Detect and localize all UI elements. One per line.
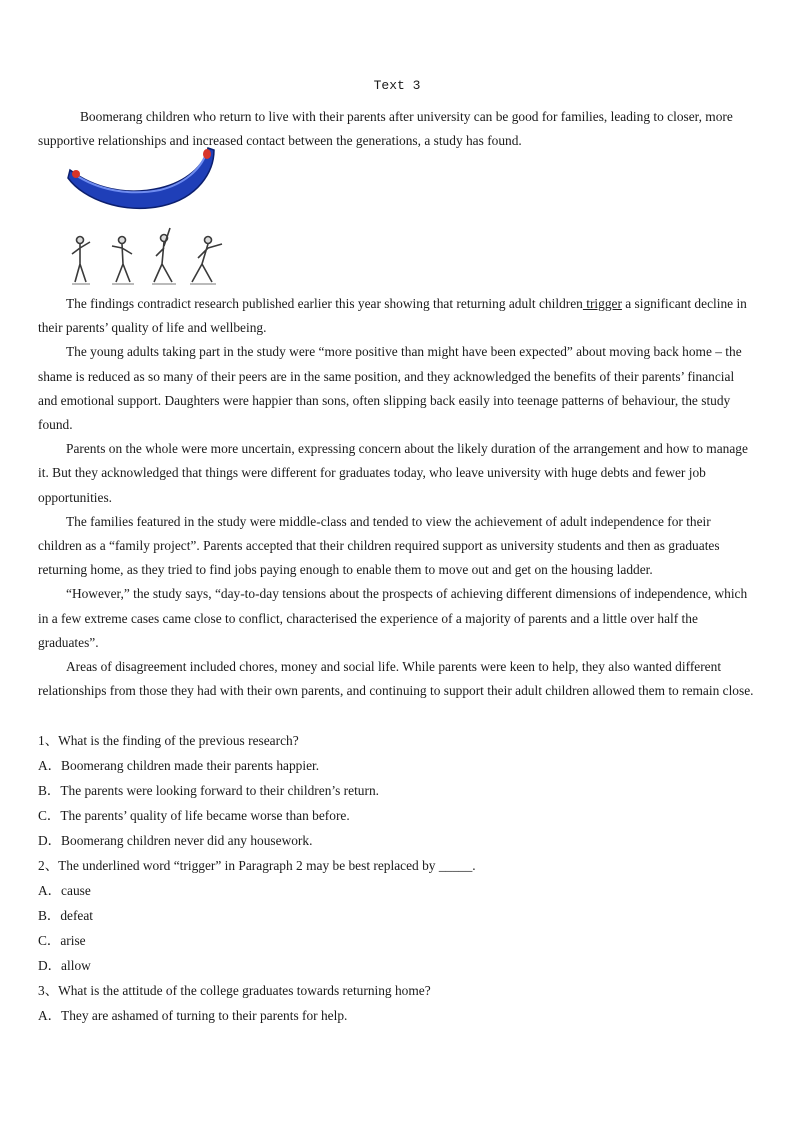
- questions-section: [38, 728, 756, 1028]
- boomerang-illustration: [64, 138, 254, 293]
- paragraph-4: The families featured in the study were middle-class and tended to view the achievement of adult independence for their children as a “family project”. Parents accepted that their children required support as university students and then as graduates returning home, as they tried to find jobs paying enough to enable them to move out and get on the housing ladder.: [38, 513, 720, 578]
- question-3: 3、What is the attitude of the college graduates towards returning home?: [38, 983, 431, 998]
- question-1-option-d: D．Boomerang children never did any housework.: [38, 833, 313, 848]
- boomerang-shape: [68, 148, 214, 208]
- paragraph-3: Parents on the whole were more uncertain, expressing concern about the likely duration of the arrangement and how to manage it. But they acknowledged that things were different for graduates today, who leave university with huge debts and fewer job opportunities.: [38, 441, 748, 505]
- paragraph-5: “However,” the study says, “day-to-day tensions about the prospects of achieving different dimensions of independence, which in a few extreme cases came close to conflict, characterised the experience of a majority of parents and a little over half the graduates”.: [38, 586, 748, 650]
- question-2-option-c: C．arise: [38, 933, 86, 948]
- article-body: [38, 292, 756, 703]
- paragraph-2: The young adults taking part in the study were “more positive than might have been expected” about moving back home – the shame is reduced as so many of their peers are in the same position, and they acknowledged the benefits of their parents’ financial and emotional support. Daughters were happier than sons, often slipping back easily into teenage patterns of behaviour, the study found.: [38, 344, 742, 433]
- paragraph-1: The findings contradict research published earlier this year showing that returning adult children trigger a significant decline in their parents’ quality of life and wellbeing.: [38, 296, 747, 336]
- boomerang-tip-mark: [203, 149, 211, 159]
- intro-paragraph: Boomerang children who return to live with their parents after university can be good for families, leading to closer, more supportive relationships and increased contact between the generations, a study has found.: [38, 109, 733, 149]
- question-1: 1、What is the finding of the previous research?: [38, 733, 299, 748]
- question-1-option-a: A．Boomerang children made their parents happier.: [38, 758, 320, 773]
- question-2-option-b: B．defeat: [38, 908, 94, 923]
- question-3-option-a: A．They are ashamed of turning to their parents for help.: [38, 1008, 348, 1023]
- paragraph-6: Areas of disagreement included chores, money and social life. While parents were keen to help, they also wanted different relationships from those they had with their own parents, and continuing to support their adult children allowed them to remain close.: [38, 659, 754, 699]
- thrower-figures: [72, 228, 222, 284]
- question-1-option-b: B．The parents were looking forward to their children’s return.: [38, 783, 379, 798]
- document-title: Text 3: [373, 78, 421, 93]
- question-1-option-c: C．The parents’ quality of life became worse than before.: [38, 808, 350, 823]
- question-2: 2、The underlined word “trigger” in Paragraph 2 may be best replaced by _____.: [38, 858, 476, 873]
- question-2-option-d: D．allow: [38, 958, 91, 973]
- underlined-word-trigger: trigger: [582, 296, 622, 311]
- question-2-option-a: A．cause: [38, 883, 91, 898]
